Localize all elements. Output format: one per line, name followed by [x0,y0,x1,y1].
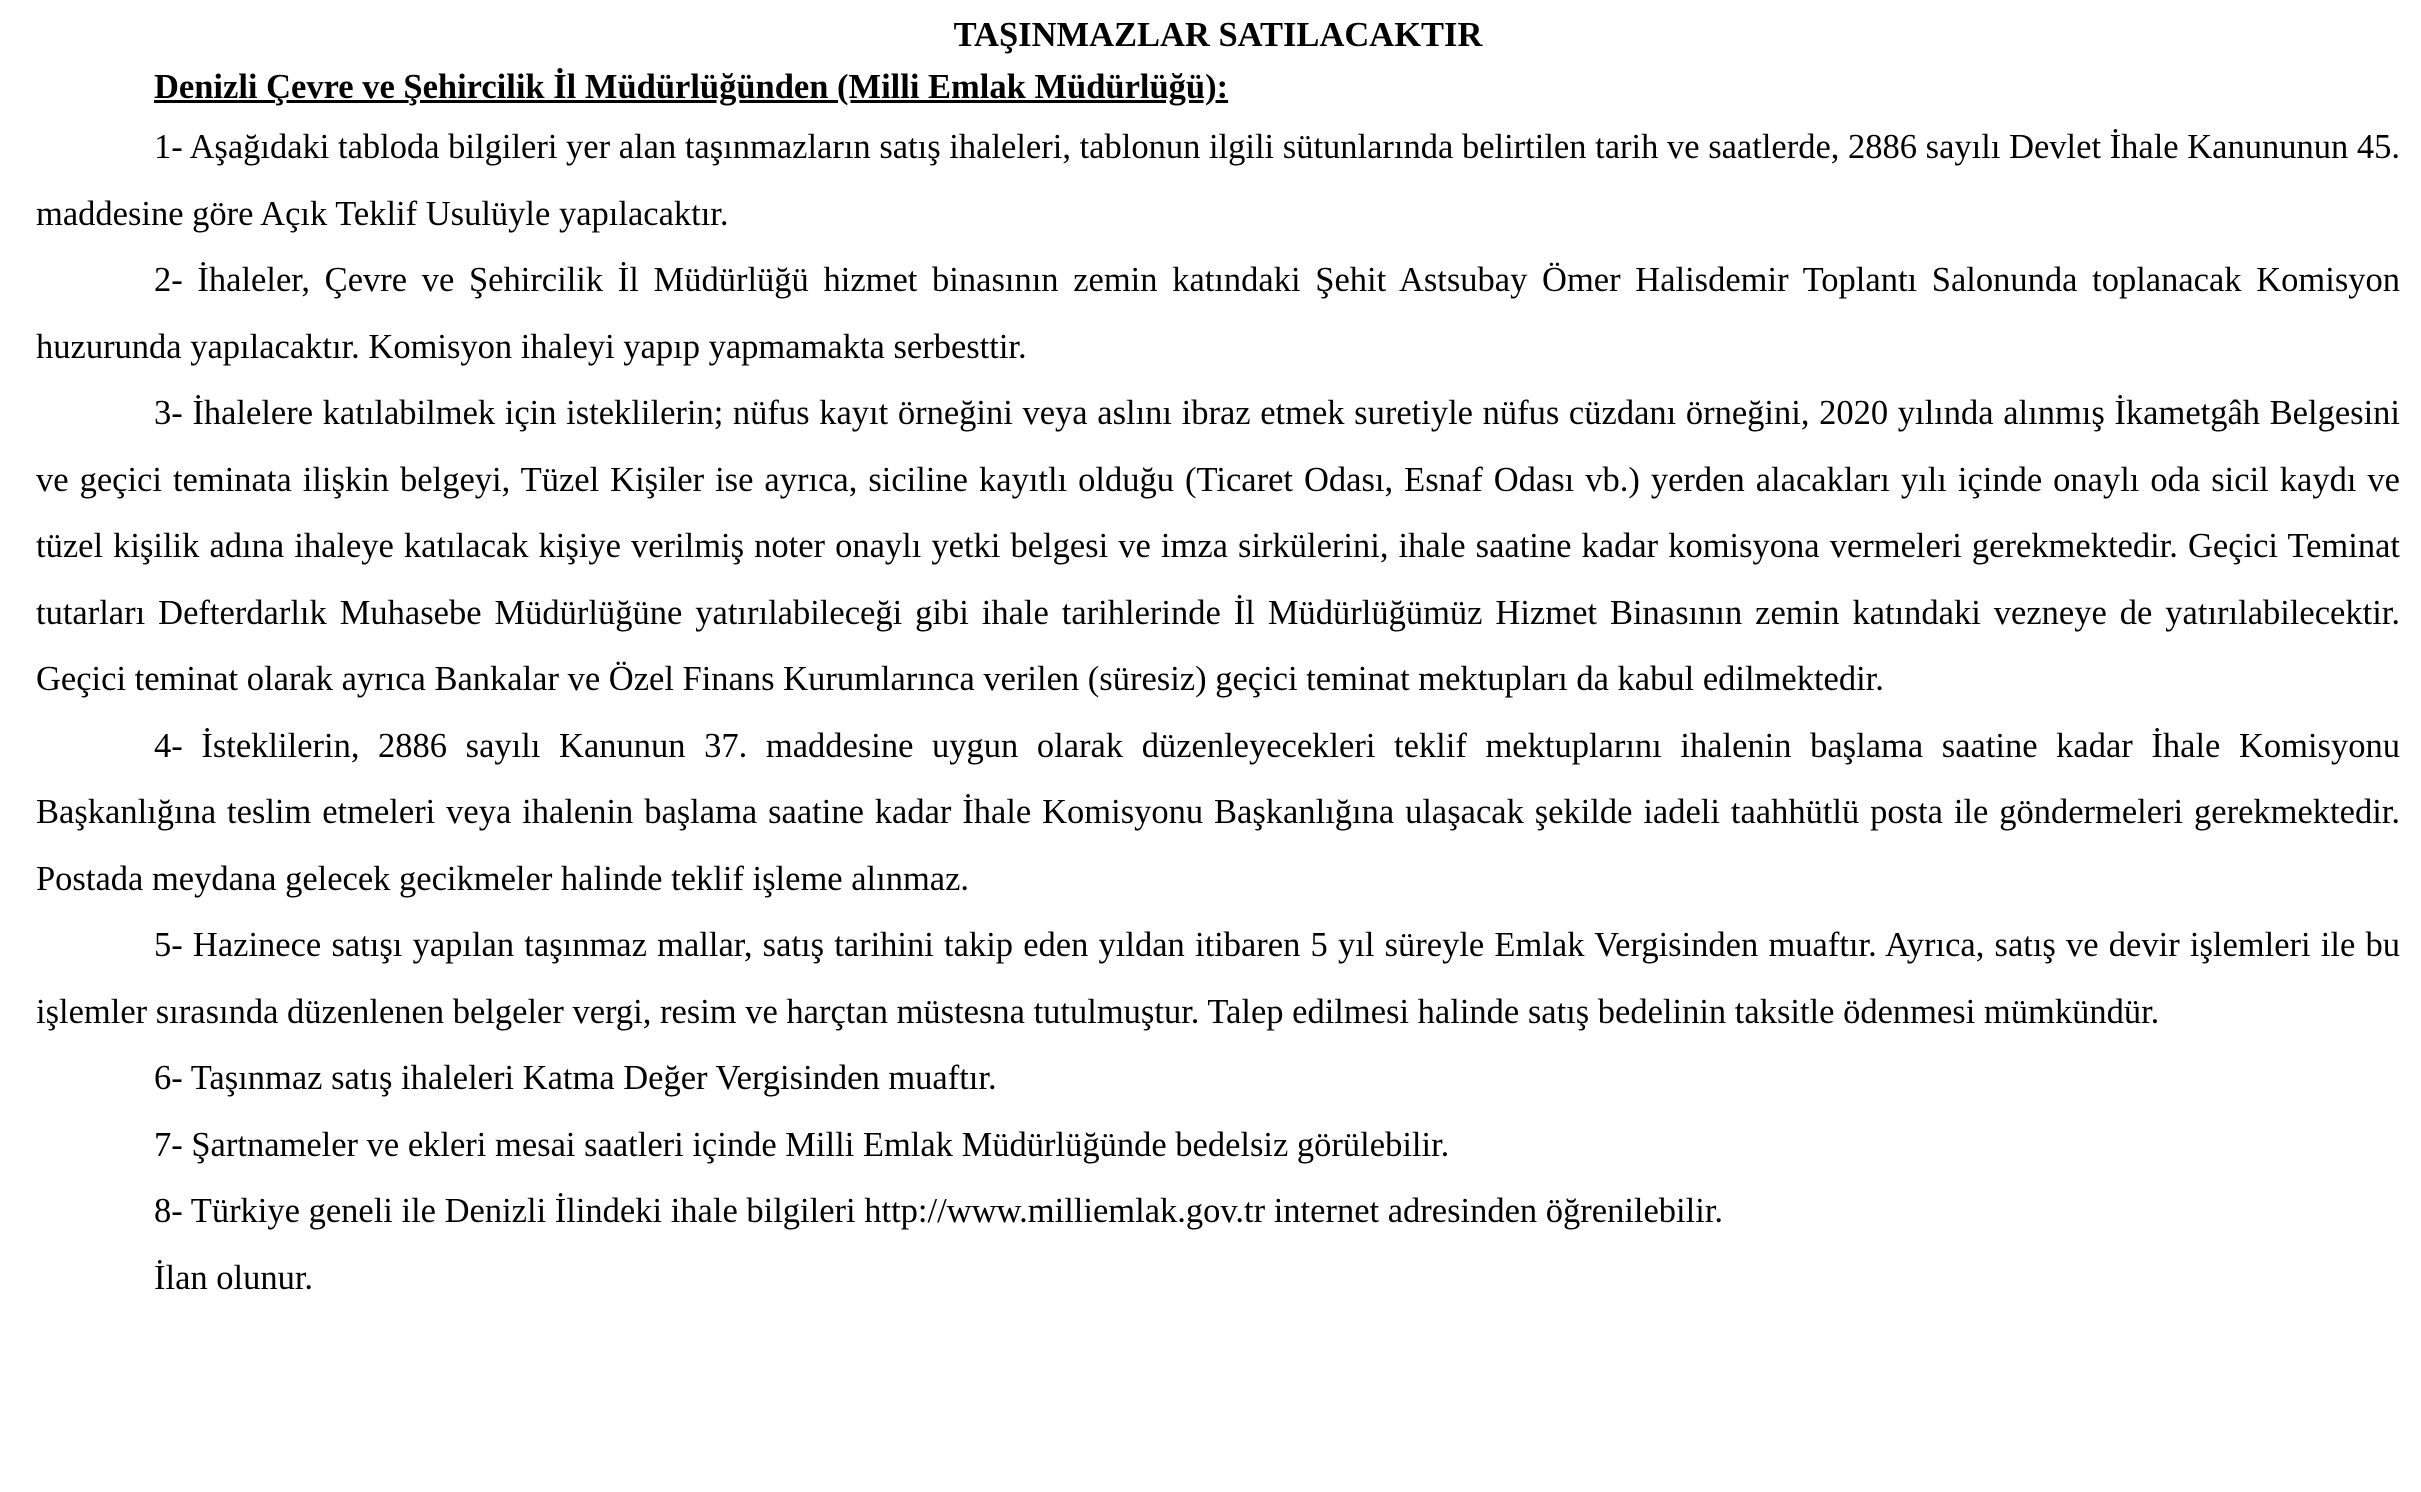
paragraph-6: 6- Taşınmaz satış ihaleleri Katma Değer Vergisinden muaftır. [154,1059,997,1097]
paragraph-1: 1- Aşağıdaki tabloda bilgileri yer alan taşınmazların satış ihaleleri, tablonun ilgili sütunlarında belirtilen tarih ve saatlerde, 2886 sayılı Devlet İhale Kanununun 45. maddesine göre Açık Teklif Usulüyle yapılacaktır. [36,128,2400,233]
paragraph-5: 5- Hazinece satışı yapılan taşınmaz mallar, satış tarihini takip eden yıldan itibaren 5 yıl süreyle Emlak Vergisinden muaftır. Ayrıca, satış ve devir işlemleri ile bu işlemler sırasında düzenlenen belgeler vergi, resim ve harçtan müstesna tutulmuştur. Talep edilmesi halinde satış bedelinin taksitle ödenmesi mümkündür. [36,926,2400,1031]
document-title: TAŞINMAZLAR SATILACAKTIR [953,16,1483,54]
paragraph-7: 7- Şartnameler ve ekleri mesai saatleri içinde Milli Emlak Müdürlüğünde bedelsiz görülebilir. [154,1125,1450,1164]
announcement-document [36,10,2400,1311]
paragraph-4: 4- İsteklilerin, 2886 sayılı Kanunun 37. maddesine uygun olarak düzenleyecekleri teklif mektuplarını ihalenin başlama saatine kadar İhale Komisyonu Başkanlığına teslim etmeleri veya ihalenin başlama saatine kadar İhale Komisyonu Başkanlığına ulaşacak şekilde iadeli taahhütlü posta ile göndermeleri gerekmektedir. Postada meydana gelecek gecikmeler halinde teklif işleme alınmaz. [36,726,2400,898]
issuing-office-heading: Denizli Çevre ve Şehircilik İl Müdürlüğünden (Milli Emlak Müdürlüğü): [154,68,1229,106]
paragraph-2: 2- İhaleler, Çevre ve Şehircilik İl Müdürlüğü hizmet binasının zemin katındaki Şehit Astsubay Ömer Halisdemir Toplantı Salonunda toplanacak Komisyon huzurunda yapılacaktır. Komisyon ihaleyi yapıp yapmamakta serbesttir. [36,261,2400,366]
paragraph-3: 3- İhalelere katılabilmek için isteklilerin; nüfus kayıt örneğini veya aslını ibraz etmek suretiyle nüfus cüzdanı örneğini, 2020 yılında alınmış İkametgâh Belgesini ve geçici teminata ilişkin belgeyi, Tüzel Kişiler ise ayrıca, siciline kayıtlı olduğu (Ticaret Odası, Esnaf Odası vb.) yerden alacakları yılı içinde onaylı oda sicil kaydı ve tüzel kişilik adına ihaleye katılacak kişiye verilmiş noter onaylı yetki belgesi ve imza sirkülerini, ihale saatine kadar komisyona vermeleri gerekmektedir. Geçici Teminat tutarları Defterdarlık Muhasebe Müdürlüğüne yatırılabileceği gibi ihale tarihlerinde İl Müdürlüğümüz Hizmet Binasının zemin katındaki vezneye de yatırılabilecektir. Geçici teminat olarak ayrıca Bankalar ve Özel Finans Kurumlarınca verilen (süresiz) geçici teminat mektupları da kabul edilmektedir. [36,394,2400,698]
paragraph-8: 8- Türkiye geneli ile Denizli İlindeki ihale bilgileri http://www.milliemlak.gov.tr internet adresinden öğrenilebilir. [154,1192,1724,1230]
closing-line: İlan olunur. [154,1258,314,1297]
